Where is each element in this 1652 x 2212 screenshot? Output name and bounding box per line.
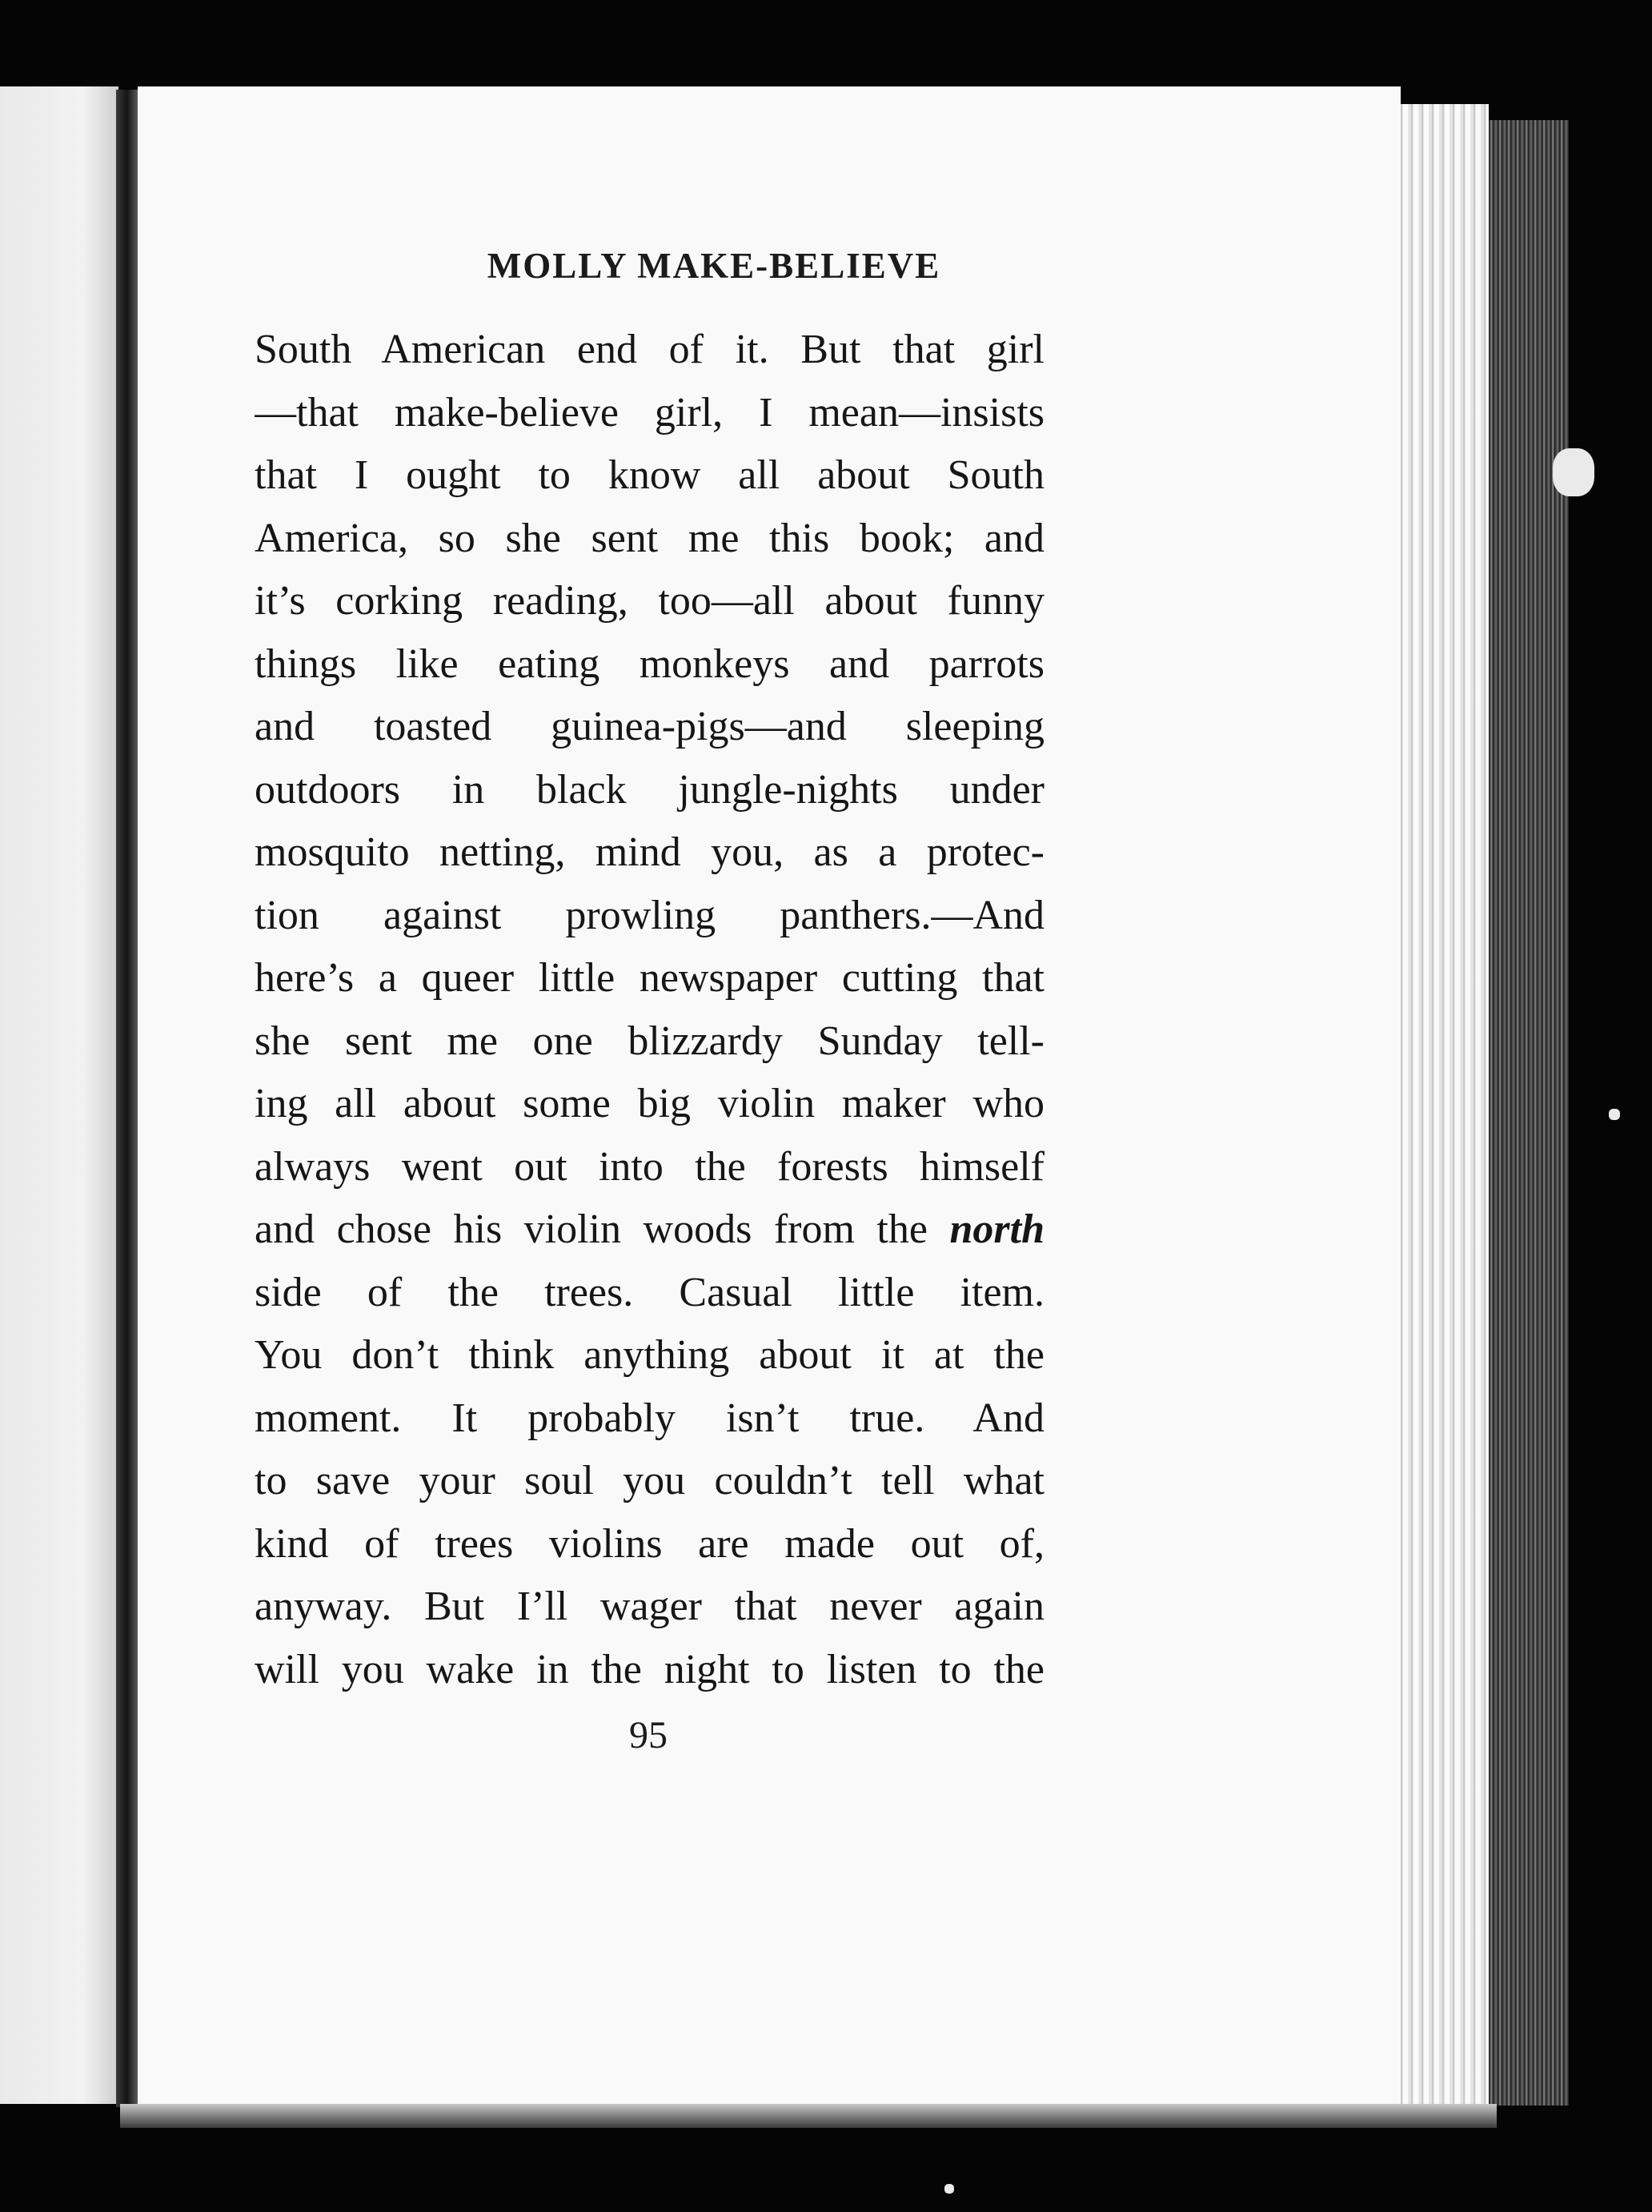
text-line: anyway. But I’ll wager that never again — [255, 1584, 1045, 1629]
text-line: outdoors in black jungle-nights under — [255, 766, 1045, 813]
text-line: to save your soul you couldn’t tell what — [255, 1458, 1045, 1503]
text-line-before: and chose his violin woods from the — [255, 1206, 950, 1252]
text-line: tion against prowling panthers.—And — [255, 892, 1045, 938]
text-line: moment. It probably isn’t true. And — [255, 1395, 1045, 1441]
text-line: —that make-believe girl, I mean—insists — [255, 389, 1045, 436]
text-line: South American end of it. But that girl — [255, 327, 1045, 372]
page-bottom-shadow — [120, 2104, 1497, 2128]
text-line: America, so she sent me this book; and — [255, 515, 1045, 561]
text-line: always went out into the forests himself — [255, 1143, 1045, 1190]
body-text — [255, 319, 1045, 1701]
text-line: things like eating monkeys and parrots — [255, 640, 1045, 687]
left-page-edge — [0, 86, 118, 2104]
page-number: 95 — [629, 1714, 668, 1756]
text-line: that I ought to know all about South — [255, 452, 1045, 498]
emphasized-word: north — [949, 1206, 1045, 1252]
book-fore-edge — [1393, 104, 1489, 2122]
scan-speck — [1609, 1109, 1620, 1120]
book-gutter — [116, 90, 140, 2107]
running-head: MOLLY MAKE-BELIEVE — [487, 246, 941, 286]
text-line: ing all about some big violin maker who — [255, 1081, 1045, 1126]
text-line: it’s corking reading, too—all about funny — [255, 578, 1045, 624]
text-line: side of the trees. Casual little item. — [255, 1269, 1045, 1315]
scan-speck — [944, 2184, 954, 2194]
scan-speck — [1553, 448, 1594, 496]
text-line: and toasted guinea-pigs—and sleeping — [255, 704, 1045, 749]
text-line: she sent me one blizzardy Sunday tell- — [255, 1018, 1045, 1064]
text-line — [255, 1198, 1045, 1262]
text-line: mosquito netting, mind you, as a protec- — [255, 829, 1045, 875]
text-line: kind of trees violins are made out of, — [255, 1520, 1045, 1567]
text-line: You don’t think anything about it at the — [255, 1332, 1045, 1378]
text-line: here’s a queer little newspaper cutting that — [255, 955, 1045, 1001]
text-line: will you wake in the night to listen to the — [255, 1646, 1045, 1692]
